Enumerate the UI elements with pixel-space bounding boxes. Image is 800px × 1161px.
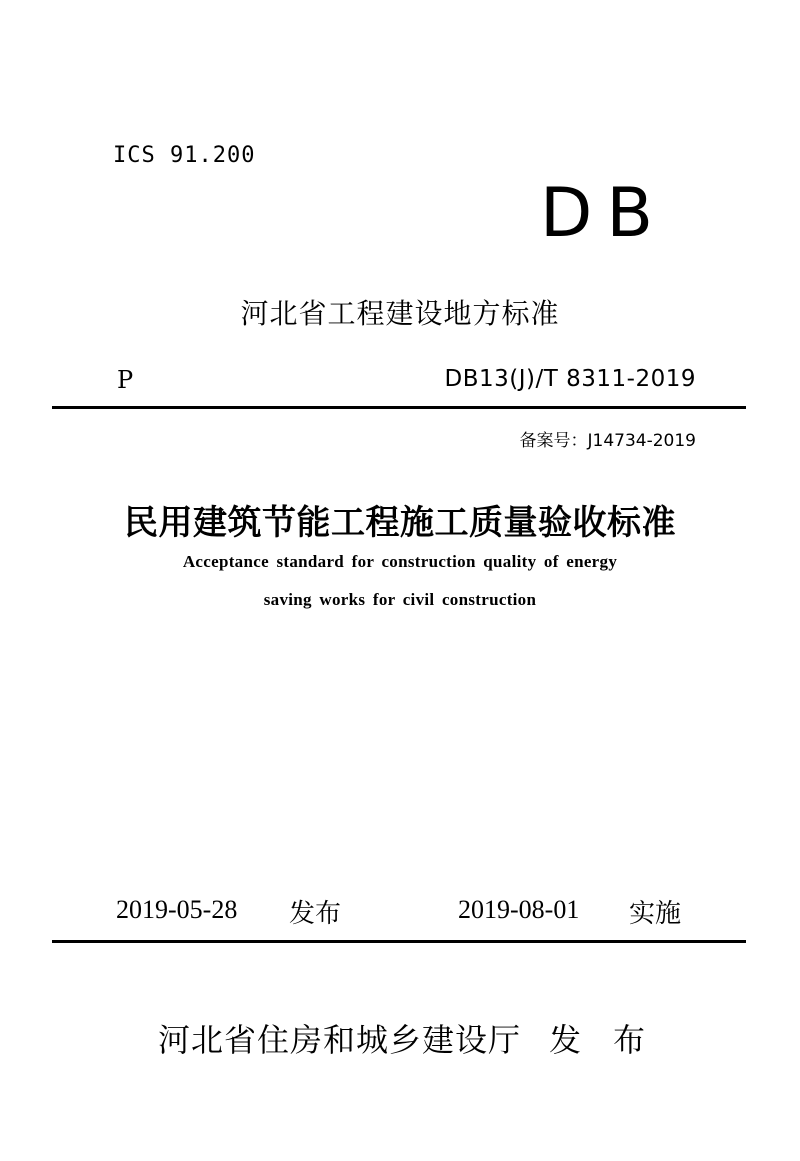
standard-type: 河北省工程建设地方标准: [240, 297, 560, 330]
ics-code: ICS 91.200: [113, 143, 256, 168]
issue-date: 2019-05-28: [116, 895, 238, 924]
issue-label: 发布: [289, 899, 342, 929]
publish-word-1: 发: [549, 1021, 582, 1059]
publish-word-2: 布: [613, 1021, 646, 1059]
title-english-line-2: saving works for civil construction: [263, 590, 537, 609]
bottom-divider: [52, 940, 746, 943]
implementation-label: 实施: [629, 899, 682, 929]
top-divider: [52, 406, 746, 409]
standard-number: DB13(J)/T 8311-2019: [444, 366, 696, 392]
title-chinese: 民用建筑节能工程施工质量验收标准: [124, 503, 676, 543]
record-number: 备案号：J14734-2019: [519, 431, 696, 451]
implementation-date: 2019-08-01: [458, 895, 580, 924]
title-english-line-1: Acceptance standard for construction quality of energy: [182, 552, 618, 571]
classification-code: P: [117, 366, 134, 394]
publisher: 河北省住房和城乡建设厅: [158, 1021, 522, 1059]
db-mark: DB: [540, 174, 668, 253]
